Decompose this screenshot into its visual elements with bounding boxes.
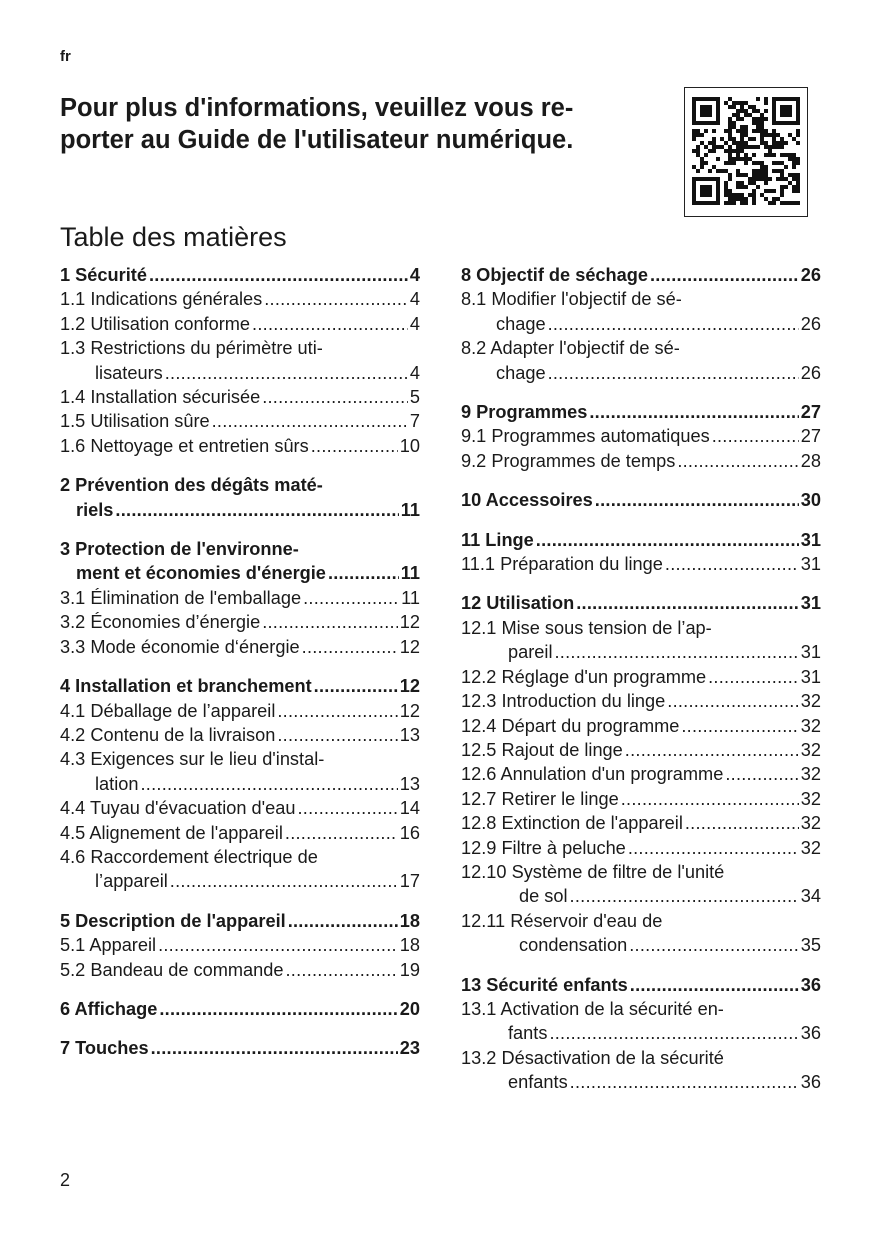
toc-entry-label: 4.6 Raccordement électrique de	[60, 846, 318, 867]
toc-entry[interactable]: 3.2 Économies d’énergie . . . 12	[60, 610, 420, 634]
toc-section	[461, 591, 821, 957]
toc-section	[60, 537, 420, 659]
headline-line: porter au Guide de l'utilisateur numérique.	[60, 126, 574, 154]
toc-entry-label: 12.11 Réservoir d'eau de	[461, 910, 663, 931]
toc-section	[461, 528, 821, 577]
toc-entry[interactable]: l’appareil . . . 17	[60, 869, 420, 893]
toc-section	[60, 674, 420, 894]
toc-section	[60, 473, 420, 522]
toc-entry[interactable]: 12.7 Retirer le linge . . . 32	[461, 787, 821, 811]
toc-entry[interactable]: 5.1 Appareil . . . 18	[60, 933, 420, 957]
toc-section	[461, 973, 821, 1095]
toc-entry[interactable]: enfants . . . 36	[461, 1070, 821, 1094]
language-tag: fr	[60, 48, 71, 65]
toc-entry[interactable]: chage . . . 26	[461, 361, 821, 385]
toc-entry[interactable]: lisateurs . . . 4	[60, 361, 420, 385]
toc-entry[interactable]: 12.9 Filtre à peluche . . . 32	[461, 836, 821, 860]
toc-entry[interactable]: condensation . . . 35	[461, 933, 821, 957]
toc-entry[interactable]: 4.4 Tuyau d'évacuation d'eau . . . 14	[60, 796, 420, 820]
toc-entry[interactable]: chage . . . 26	[461, 312, 821, 336]
toc-entry[interactable]: de sol . . . 34	[461, 884, 821, 908]
toc-entry[interactable]: 12.8 Extinction de l'appareil . . . 32	[461, 811, 821, 835]
toc-entry[interactable]: 12.3 Introduction du linge . . . 32	[461, 689, 821, 713]
toc-entry[interactable]: 12.5 Rajout de linge . . . 32	[461, 738, 821, 762]
toc-entry[interactable]: 8 Objectif de séchage . . . 26	[461, 263, 821, 287]
toc-entry[interactable]: 1.4 Installation sécurisée . . . 5	[60, 385, 420, 409]
toc-entry[interactable]: 9.2 Programmes de temps . . . 28	[461, 449, 821, 473]
toc-entry-label: 2 Prévention des dégâts maté-	[60, 475, 323, 496]
toc-entry[interactable]: 4.1 Déballage de l’appareil . . . 12	[60, 699, 420, 723]
toc-entry-label: 13.1 Activation de la sécurité en-	[461, 998, 724, 1019]
qr-code[interactable]	[684, 87, 808, 217]
toc-entry[interactable]: fants . . . 36	[461, 1021, 821, 1045]
toc-entry[interactable]: 11.1 Préparation du linge . . . 31	[461, 552, 821, 576]
toc-entry[interactable]: 4.5 Alignement de l'appareil . . . 16	[60, 821, 420, 845]
toc-entry[interactable]: 1.1 Indications générales . . . 4	[60, 287, 420, 311]
toc-entry[interactable]: 11 Linge . . . 31	[461, 528, 821, 552]
toc-entry[interactable]: 10 Accessoires . . . 30	[461, 488, 821, 512]
toc-title: Table des matières	[60, 222, 287, 252]
toc-section	[461, 400, 821, 473]
toc-entry[interactable]: 1 Sécurité . . . 4	[60, 263, 420, 287]
toc-entry[interactable]: ment et économies d'énergie . . . 11	[60, 561, 420, 585]
toc-entry[interactable]: 4.2 Contenu de la livraison . . . 13	[60, 723, 420, 747]
toc-entry[interactable]: 3.3 Mode économie d‘énergie . . . 12	[60, 635, 420, 659]
toc-section	[60, 263, 420, 458]
toc-section	[461, 263, 821, 385]
toc-entry-label: 4.3 Exigences sur le lieu d'instal-	[60, 749, 325, 770]
toc-entry-label: 8.1 Modifier l'objectif de sé-	[461, 289, 682, 310]
toc-entry[interactable]: 5.2 Bandeau de commande . . . 19	[60, 958, 420, 982]
toc-entry-label: 13.2 Désactivation de la sécurité	[461, 1047, 724, 1068]
toc-entry[interactable]: 9 Programmes . . . 27	[461, 400, 821, 424]
toc-entry-label: 8.2 Adapter l'objectif de sé-	[461, 338, 680, 359]
toc-entry[interactable]: pareil . . . 31	[461, 640, 821, 664]
toc-entry[interactable]: 1.5 Utilisation sûre . . . 7	[60, 409, 420, 433]
toc-section	[461, 488, 821, 512]
toc-entry[interactable]: 9.1 Programmes automatiques . . . 27	[461, 424, 821, 448]
toc-entry[interactable]: 5 Description de l'appareil . . . 18	[60, 909, 420, 933]
page-number: 2	[60, 1170, 71, 1190]
toc-section	[60, 909, 420, 982]
toc-entry[interactable]: 1.6 Nettoyage et entretien sûrs . . . 10	[60, 434, 420, 458]
toc-entry-label: 1.3 Restrictions du périmètre uti-	[60, 338, 323, 359]
toc-section	[60, 1036, 420, 1060]
headline	[60, 92, 660, 156]
headline-line: Pour plus d'informations, veuillez vous re-	[60, 94, 574, 122]
toc-entry[interactable]: 4 Installation et branchement . . . 12	[60, 674, 420, 698]
toc-left-column	[60, 263, 420, 1076]
toc-entry[interactable]: 12.6 Annulation d'un programme . . . 32	[461, 762, 821, 786]
toc-entry-label: 12.1 Mise sous tension de l’ap-	[461, 617, 712, 638]
qr-code-icon	[692, 97, 800, 205]
toc-entry[interactable]: 1.2 Utilisation conforme . . . 4	[60, 312, 420, 336]
toc-entry[interactable]: riels . . . 11	[60, 498, 420, 522]
toc-entry[interactable]: 12.2 Réglage d'un programme . . . 31	[461, 665, 821, 689]
toc-entry[interactable]: 3.1 Élimination de l'emballage . . . 11	[60, 586, 420, 610]
toc-entry-label: 3 Protection de l'environne-	[60, 539, 299, 560]
toc-entry[interactable]: lation . . . 13	[60, 772, 420, 796]
toc-entry[interactable]: 12.4 Départ du programme . . . 32	[461, 714, 821, 738]
toc-entry[interactable]: 7 Touches . . . 23	[60, 1036, 420, 1060]
toc-right-column	[461, 263, 821, 1110]
toc-entry[interactable]: 6 Affichage . . . 20	[60, 997, 420, 1021]
toc-section	[60, 997, 420, 1021]
toc-entry[interactable]: 12 Utilisation . . . 31	[461, 591, 821, 615]
toc-entry-label: 12.10 Système de filtre de l'unité	[461, 861, 725, 882]
toc-entry[interactable]: 13 Sécurité enfants . . . 36	[461, 973, 821, 997]
